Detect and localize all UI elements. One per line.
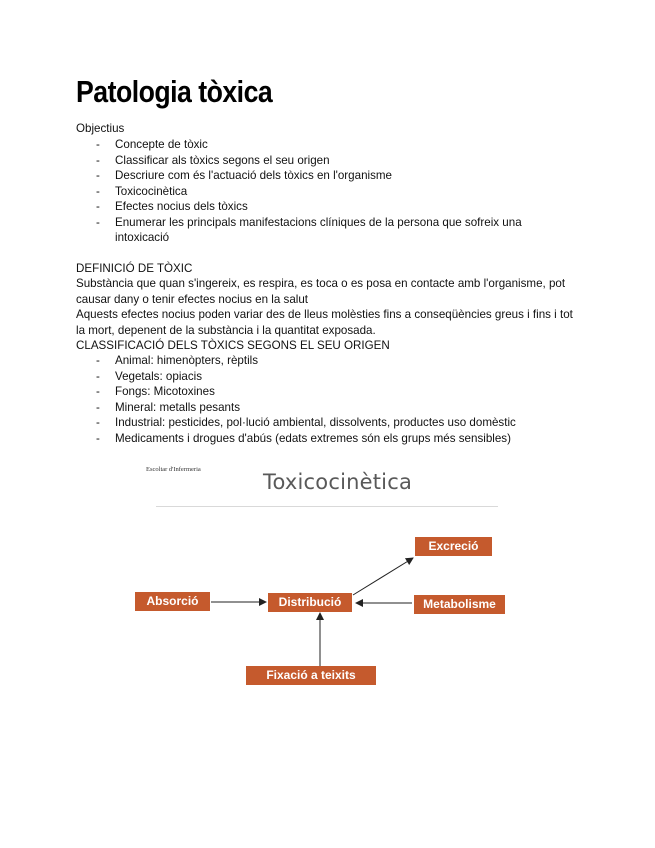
classification-heading: CLASSIFICACIÓ DELS TÒXICS SEGONS EL SEU ORIGEN — [76, 339, 390, 352]
list-item: - Animal: himenòpters, rèptils — [76, 353, 581, 369]
classification-list — [76, 353, 581, 446]
figure-caption: Escoltar d'Infermeria — [146, 466, 201, 473]
definition-effects-paragraph: Aquests efectes nocius poden variar des de lleus molèsties fins a conseqüències greus i fins i tot la mort, depenent de la substància i la quantitat exposada. — [76, 308, 573, 337]
page-title: Patologia tòxica — [76, 74, 273, 109]
list-item: - Efectes nocius dels tòxics — [76, 199, 581, 215]
figure-title: Toxicocinètica — [263, 470, 413, 494]
list-item: - Fongs: Micotoxines — [76, 384, 581, 400]
node-excrecio: Excreció — [415, 537, 492, 556]
list-item: - Descriure com és l'actuació dels tòxics en l'organisme — [76, 168, 581, 184]
list-item: - Mineral: metalls pesants — [76, 400, 581, 416]
objectives-heading: Objectius — [76, 122, 125, 135]
node-absorcio: Absorció — [135, 592, 210, 611]
node-distribucio: Distribució — [268, 593, 352, 612]
node-metabolisme: Metabolisme — [414, 595, 505, 614]
list-item: - Vegetals: opiacis — [76, 369, 581, 385]
list-item: - Toxicocinètica — [76, 184, 581, 200]
list-item: - Concepte de tòxic — [76, 137, 581, 153]
node-fixacio: Fixació a teixits — [246, 666, 376, 685]
list-item: - Enumerar les principals manifestacions clíniques de la persona que sofreix una intoxicació — [76, 215, 535, 246]
diagram-arrows — [120, 460, 520, 695]
list-item: - Industrial: pesticides, pol·lució ambiental, dissolvents, productes uso domèstic — [76, 415, 581, 431]
toxicokinetics-figure — [120, 460, 520, 695]
list-item: - Classificar als tòxics segons el seu origen — [76, 153, 581, 169]
objectives-list — [76, 137, 581, 246]
definition-heading: DEFINICIÓ DE TÒXIC — [76, 262, 193, 275]
arrow-distribucio-excrecio — [353, 558, 413, 595]
list-item: - Medicaments i drogues d'abús (edats extremes són els grups més sensibles) — [76, 431, 581, 447]
definition-paragraph: Substància que quan s'ingereix, es respira, es toca o es posa en contacte amb l'organisme, pot causar dany o tenir efectes nocius en la salut — [76, 277, 566, 306]
